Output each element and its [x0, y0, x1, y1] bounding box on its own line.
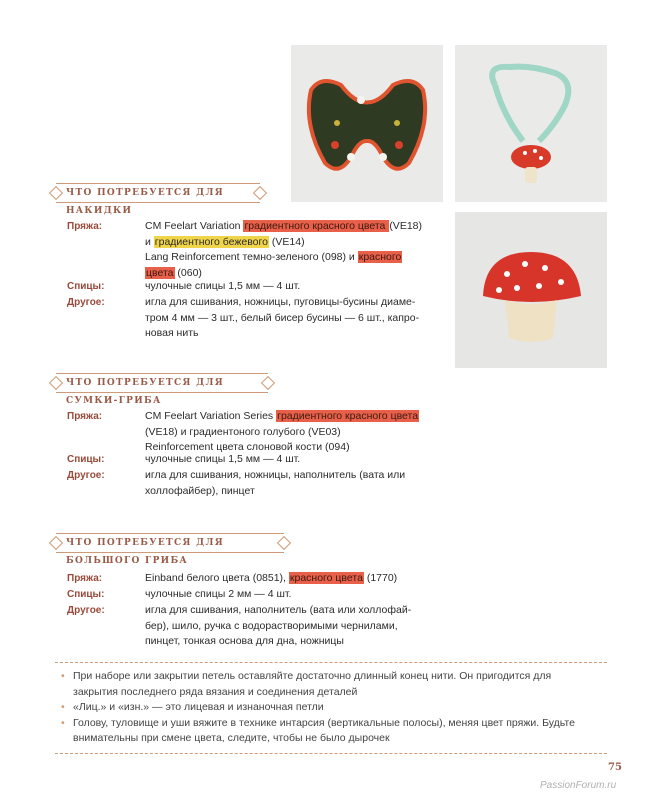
section-title-big-mushroom	[56, 533, 284, 566]
text: Lang Reinforcement темно-зеленого (098) и	[145, 251, 358, 263]
note-item	[55, 716, 607, 747]
section-title-bag	[56, 373, 268, 406]
note-item	[55, 700, 607, 716]
other-line: игла для сшивания, ножницы, пуговицы-бусины диаме-	[145, 296, 416, 308]
section-title-cape	[56, 183, 260, 216]
other-label: Другое:	[67, 297, 105, 308]
photo-big-mushroom	[455, 212, 607, 368]
highlight-red: градиентного красного цвета	[244, 220, 389, 232]
text: (1770)	[363, 572, 398, 584]
other-label: Другое:	[67, 605, 105, 616]
highlight-red: красного	[358, 251, 402, 263]
photo-mushroom-necklace	[455, 45, 607, 202]
needles-value: чулочные спицы 1,5 мм — 4 шт.	[145, 453, 301, 465]
section-title-text: ЧТО ПОТРЕБУЕТСЯ ДЛЯ БОЛЬШОГО ГРИБА	[66, 538, 224, 566]
section-title-text: ЧТО ПОТРЕБУЕТСЯ ДЛЯ НАКИДКИ	[66, 188, 224, 216]
other-line: тром 4 мм — 3 шт., белый бисер бусины — 6 шт., капро-	[145, 311, 420, 324]
other-line: пинцет, тонкая основа для дна, ножницы	[145, 635, 344, 647]
note-line: Голову, туловище и уши вяжите в технике интарсия (вертикальные полосы), меняя цвет пряжи. Будьте	[73, 716, 575, 729]
text: CM Feelart Variation	[145, 220, 244, 232]
yarn-label: Пряжа:	[67, 411, 103, 422]
needles-value: чулочные спицы 2 мм — 4 шт.	[145, 588, 292, 600]
notes-box	[55, 662, 607, 754]
note-line: При наборе или закрытии петель оставляйте достаточно длинный конец нити. Он пригодится для	[73, 670, 552, 682]
note-line: закрытия последнего ряда вязания и соединения деталей	[73, 685, 358, 698]
needles-value: чулочные спицы 1,5 мм — 4 шт.	[145, 280, 301, 292]
note-line: внимательны при смене цвета, следите, чтобы не было дырочек	[73, 732, 390, 744]
highlight-beige: градиентного бежевого	[154, 235, 268, 248]
other-label: Другое:	[67, 470, 105, 481]
watermark: PassionForum.ru	[540, 780, 617, 791]
other-line: игла для сшивания, ножницы, наполнитель (вата или	[145, 469, 406, 481]
text: (060)	[174, 266, 202, 279]
bullet-icon: •	[61, 670, 65, 682]
text: и	[145, 235, 154, 248]
other-line: бер), шило, ручка с водорастворимыми чернилами,	[145, 619, 398, 632]
photo-collar	[291, 45, 443, 202]
other-line: игла для сшивания, наполнитель (вата или холлофай-	[145, 604, 412, 616]
text: Einband белого цвета (0851),	[145, 572, 289, 584]
text: (VE14)	[268, 235, 305, 248]
yarn-label: Пряжа:	[67, 573, 103, 584]
section-title-text: ЧТО ПОТРЕБУЕТСЯ ДЛЯ СУМКИ-ГРИБА	[66, 378, 224, 406]
other-line: новая нить	[145, 327, 199, 339]
bullet-icon: •	[61, 701, 65, 713]
needles-label: Спицы:	[67, 454, 105, 465]
yarn-line: (VE18) и градиентоного голубого (VE03)	[145, 425, 341, 438]
yarn-line: Reinforcement цвета слоновой кости (094)	[145, 441, 350, 453]
yarn-label: Пряжа:	[67, 221, 103, 232]
note-item	[55, 669, 607, 700]
note-line: «Лиц.» и «изн.» — это лицевая и изнаночная петли	[73, 701, 324, 713]
highlight-red: градиентного красного цвета	[277, 410, 419, 422]
needles-label: Спицы:	[67, 589, 105, 600]
highlight-red: цвета	[146, 266, 174, 279]
text: CM Feelart Variation Series	[145, 410, 277, 422]
needles-label: Спицы:	[67, 281, 105, 292]
bullet-icon: •	[61, 716, 65, 729]
text: (VE18)	[389, 220, 422, 232]
other-line: холлофайбер), пинцет	[145, 484, 255, 497]
highlight-red: красного цвета	[289, 572, 363, 584]
page-number: 75	[608, 762, 622, 773]
